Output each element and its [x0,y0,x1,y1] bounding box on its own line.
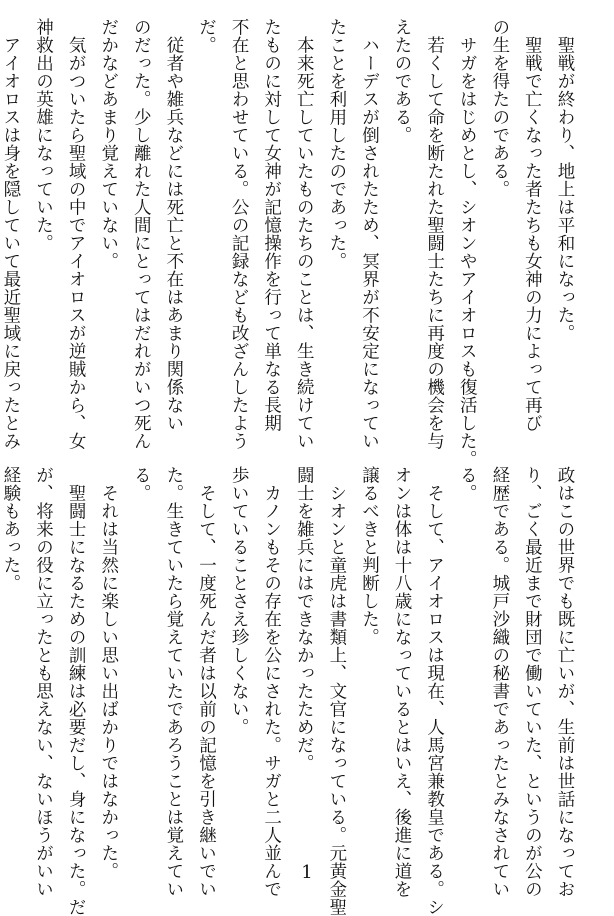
text-line: 若くして命を断たれた聖闘士たちに再度の機会を与 [424,18,445,450]
text-line: 譲るべきと判断した。 [359,466,380,646]
page-number: 1 [301,862,313,883]
text-line: 経験もあった。 [0,466,21,592]
text-line: 聖戦が終わり、地上は平和になった。 [555,18,575,342]
text-line: り、ごく最近まで財団で働いていた、というのが公の [522,466,543,898]
text-line: 聖闘士になるための訓練は必要だし、身になった。だ [66,466,87,916]
upper-text-block [0,18,581,468]
text-line: サガをはじめとし、シオンやアイオロスも復活した。 [457,18,478,468]
lower-text-block [0,466,581,916]
text-line: る。 [131,466,152,502]
text-line: 経歴である。城戸沙織の秘書であったとみなされてい [489,466,510,898]
text-line: る。 [457,466,478,502]
text-line: の生を得たのである。 [489,18,510,198]
text-line: 従者や雑兵などには死亡と不在はあまり関係ない [163,18,184,432]
text-line: 闘士を雑兵にはできなかったためだ。 [294,466,315,772]
text-line: シオンと童虎は書類上、文官になっている。元黄金聖 [326,466,347,916]
text-line: そして、アイオロスは現在、人馬宮兼教皇である。シ [424,466,445,916]
text-line: カノンもその存在を公にされた。サガと二人並んで [261,466,282,898]
text-line: アイオロスは身を隠していて最近聖域に戻ったとみ [0,18,21,450]
text-line: 気がついたら聖域の中でアイオロスが逆賊から、女 [66,18,87,450]
text-line: たことを利用したのであった。 [326,18,347,270]
text-line: が、将来の役に立ったとも思えない、ないほうがいい [33,466,54,898]
text-line: それは当然に楽しい思い出ばかりではなかった。 [98,466,119,880]
text-line: 本来死亡していたものたちのことは、生き続けてい [294,18,315,450]
text-line: 聖戦で亡くなった者たちも女神の力によって再び [522,18,543,432]
text-line: 不在と思わせている。公の記録なども改ざんしたよう [229,18,250,450]
text-line: オンは体は十八歳になっているとはいえ、後進に道を [392,466,413,898]
text-line: た。生きていたら覚えていたであろうことは覚えてい [163,466,184,898]
text-line: たものに対して女神が記憶操作を行って単なる長期 [261,18,282,432]
text-line: 政はこの世界でも既に亡いが、生前は世話になってお [555,466,575,898]
text-line: のだった。少し離れた人間にとってはだれがいつ死ん [131,18,152,450]
text-line: 神救出の英雄になっていた。 [33,18,54,252]
text-line: そして、一度死んだ者は以前の記憶を引き継いでい [196,466,217,898]
text-line: ハーデスが倒されたため、冥界が不安定になってい [359,18,380,450]
text-line: 歩いていることさえ珍しくない。 [229,466,250,736]
text-line: えたのである。 [392,18,413,144]
text-line: だ。 [196,18,217,54]
text-line: だかなどあまり覚えていない。 [98,18,119,270]
